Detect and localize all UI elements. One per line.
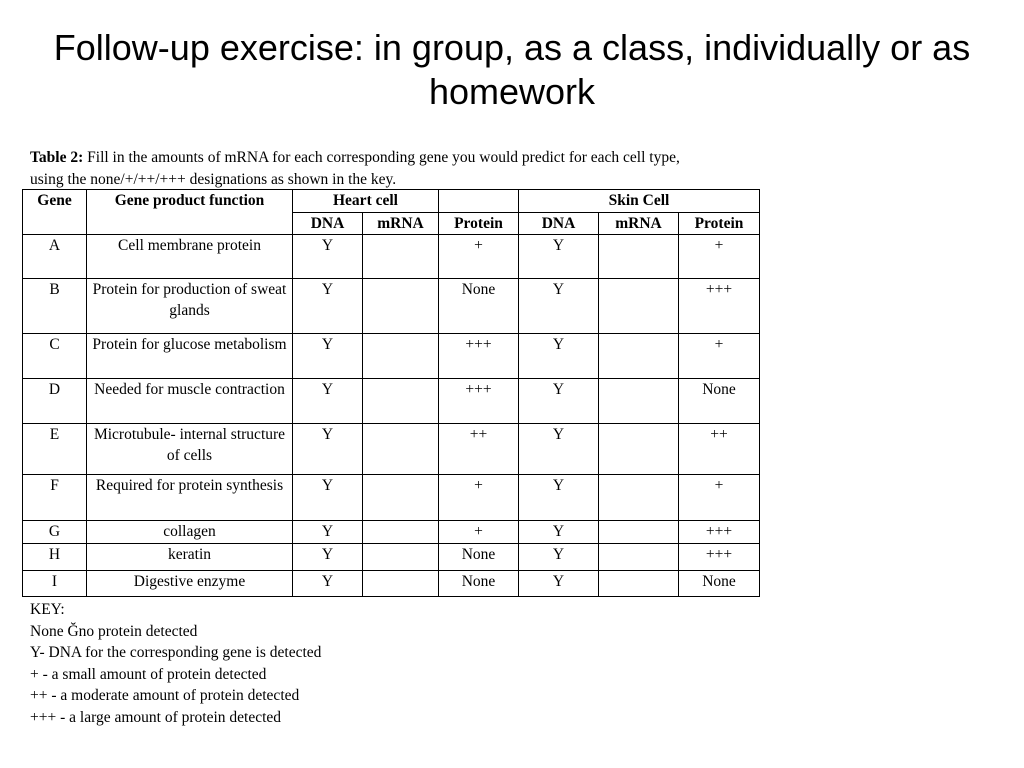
- cell-function: keratin: [87, 544, 293, 571]
- cell-heart-mrna: [363, 334, 439, 379]
- cell-function: Cell membrane protein: [87, 235, 293, 279]
- cell-skin-mrna: [599, 379, 679, 424]
- table-row: [23, 475, 760, 521]
- cell-heart-protein: +++: [439, 334, 519, 379]
- table-row: [23, 279, 760, 334]
- cell-heart-dna: Y: [293, 379, 363, 424]
- slide-title: Follow-up exercise: in group, as a class, individually or as homework: [53, 27, 971, 112]
- cell-function: Digestive enzyme: [87, 571, 293, 597]
- cell-heart-mrna: [363, 475, 439, 521]
- header-heart-dna: DNA: [293, 213, 363, 235]
- key-legend: [30, 599, 321, 728]
- header-spacer: [439, 190, 519, 213]
- key-item: ++ - a moderate amount of protein detected: [30, 687, 300, 704]
- cell-heart-mrna: [363, 424, 439, 475]
- cell-skin-protein: +++: [679, 279, 760, 334]
- cell-heart-protein: ++: [439, 424, 519, 475]
- cell-skin-protein: +: [679, 475, 760, 521]
- cell-heart-mrna: [363, 279, 439, 334]
- header-skin-dna: DNA: [519, 213, 599, 235]
- cell-skin-dna: Y: [519, 571, 599, 597]
- cell-function: Microtubule- internal structure of cells: [87, 424, 293, 475]
- cell-heart-protein: +: [439, 475, 519, 521]
- cell-skin-dna: Y: [519, 544, 599, 571]
- cell-skin-protein: None: [679, 379, 760, 424]
- cell-skin-dna: Y: [519, 379, 599, 424]
- cell-skin-mrna: [599, 424, 679, 475]
- table-row: [23, 235, 760, 279]
- header-skin-cell: Skin Cell: [519, 190, 760, 213]
- cell-skin-protein: None: [679, 571, 760, 597]
- cell-heart-dna: Y: [293, 544, 363, 571]
- cell-heart-mrna: [363, 379, 439, 424]
- header-skin-protein: Protein: [679, 213, 760, 235]
- cell-skin-dna: Y: [519, 235, 599, 279]
- cell-heart-protein: +++: [439, 379, 519, 424]
- cell-skin-mrna: [599, 334, 679, 379]
- cell-skin-mrna: [599, 475, 679, 521]
- key-item: + - a small amount of protein detected: [30, 665, 267, 683]
- cell-skin-protein: ++: [679, 424, 760, 475]
- cell-heart-mrna: [363, 571, 439, 597]
- cell-gene: H: [23, 544, 87, 571]
- cell-heart-mrna: [363, 544, 439, 571]
- cell-heart-dna: Y: [293, 475, 363, 521]
- cell-gene: D: [23, 379, 87, 424]
- cell-gene: B: [23, 279, 87, 334]
- header-skin-mrna: mRNA: [599, 213, 679, 235]
- table-row: [23, 544, 760, 571]
- header-row-1: [23, 190, 760, 213]
- key-item: None Ğno protein detected: [30, 622, 198, 640]
- cell-skin-dna: Y: [519, 334, 599, 379]
- caption-label: Table 2:: [30, 149, 84, 166]
- table-row: [23, 379, 760, 424]
- cell-skin-dna: Y: [519, 424, 599, 475]
- cell-heart-mrna: [363, 235, 439, 279]
- cell-heart-protein: +: [439, 521, 519, 544]
- cell-function: Protein for glucose metabolism: [87, 334, 293, 379]
- cell-function: Needed for muscle contraction: [87, 379, 293, 424]
- cell-heart-dna: Y: [293, 334, 363, 379]
- cell-skin-dna: Y: [519, 475, 599, 521]
- cell-gene: F: [23, 475, 87, 521]
- cell-skin-dna: Y: [519, 279, 599, 334]
- cell-heart-dna: Y: [293, 571, 363, 597]
- key-items: [30, 621, 321, 729]
- cell-skin-protein: +++: [679, 521, 760, 544]
- cell-function: Protein for production of sweat glands: [87, 279, 293, 334]
- header-gene: Gene: [23, 190, 87, 235]
- cell-heart-dna: Y: [293, 424, 363, 475]
- table-row: [23, 571, 760, 597]
- cell-skin-mrna: [599, 521, 679, 544]
- header-heart-mrna: mRNA: [363, 213, 439, 235]
- table-caption: [30, 147, 710, 191]
- cell-heart-mrna: [363, 521, 439, 544]
- cell-heart-protein: None: [439, 544, 519, 571]
- cell-skin-mrna: [599, 571, 679, 597]
- key-item: Y- DNA for the corresponding gene is detected: [30, 644, 322, 661]
- cell-heart-protein: None: [439, 571, 519, 597]
- cell-skin-protein: +++: [679, 544, 760, 571]
- cell-skin-mrna: [599, 279, 679, 334]
- key-title: KEY:: [30, 601, 65, 618]
- header-heart-cell: Heart cell: [293, 190, 439, 213]
- cell-skin-protein: +: [679, 235, 760, 279]
- cell-skin-mrna: [599, 235, 679, 279]
- cell-heart-dna: Y: [293, 235, 363, 279]
- cell-gene: E: [23, 424, 87, 475]
- header-function: Gene product function: [87, 190, 293, 235]
- cell-heart-dna: Y: [293, 279, 363, 334]
- cell-gene: G: [23, 521, 87, 544]
- caption-text: Fill in the amounts of mRNA for each corresponding gene you would predict for each cell type, using the none/+/++/+++ designations as shown in the key.: [30, 149, 680, 188]
- cell-gene: A: [23, 235, 87, 279]
- table-row: [23, 521, 760, 544]
- key-item: +++ - a large amount of protein detected: [30, 708, 282, 726]
- table-row: [23, 334, 760, 379]
- gene-table: [22, 189, 760, 597]
- cell-gene: C: [23, 334, 87, 379]
- cell-skin-protein: +: [679, 334, 760, 379]
- cell-skin-dna: Y: [519, 521, 599, 544]
- table-row: [23, 424, 760, 475]
- cell-function: Required for protein synthesis: [87, 475, 293, 521]
- cell-function: collagen: [87, 521, 293, 544]
- cell-heart-protein: None: [439, 279, 519, 334]
- cell-heart-dna: Y: [293, 521, 363, 544]
- cell-gene: I: [23, 571, 87, 597]
- header-heart-protein: Protein: [439, 213, 519, 235]
- cell-skin-mrna: [599, 544, 679, 571]
- cell-heart-protein: +: [439, 235, 519, 279]
